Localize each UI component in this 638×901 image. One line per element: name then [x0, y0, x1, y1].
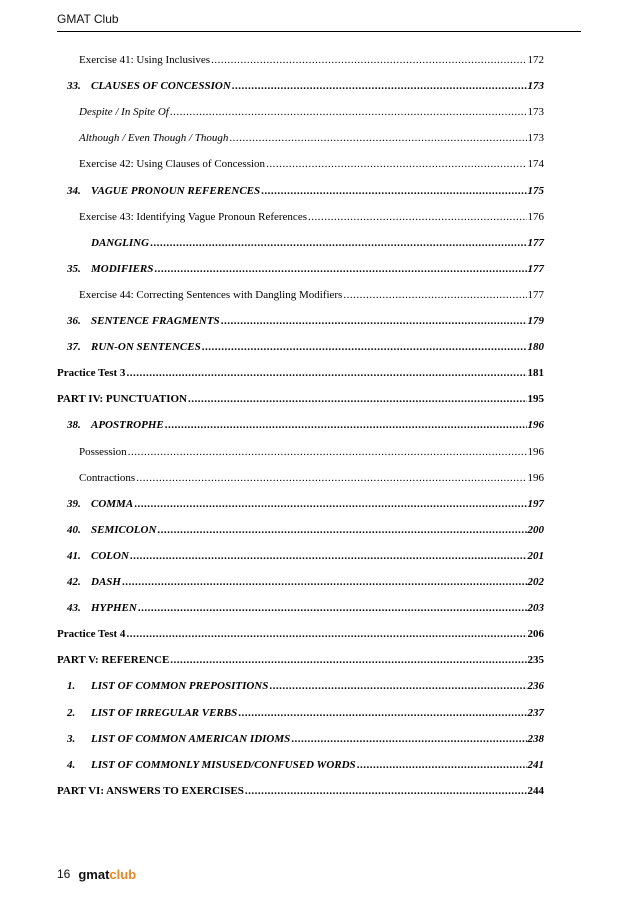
toc-entry[interactable]	[0, 313, 638, 327]
toc-entry-page: 173	[527, 132, 544, 145]
footer	[57, 866, 136, 882]
toc-entry-page: 196	[527, 419, 544, 432]
toc-entry[interactable]	[0, 209, 638, 223]
toc-leader-dots	[165, 419, 527, 431]
toc-entry-page: 177	[527, 262, 544, 275]
toc-leader-dots	[343, 289, 526, 301]
toc-entry-page: 241	[527, 758, 544, 771]
toc-entry[interactable]	[0, 652, 638, 666]
toc-entry-page: 173	[527, 80, 544, 93]
toc-entry-number: 33.	[67, 80, 81, 93]
toc-entry-number: 1.	[67, 680, 76, 693]
toc-entry-label: Exercise 41: Using Inclusives	[79, 54, 211, 66]
toc-leader-dots	[154, 263, 526, 275]
toc-entry[interactable]	[0, 78, 638, 92]
toc-entry-label: PART IV: PUNCTUATION	[57, 393, 187, 406]
toc-entry[interactable]	[0, 574, 638, 588]
toc-leader-dots	[269, 680, 526, 692]
toc-entry[interactable]	[0, 130, 638, 144]
toc-leader-dots	[221, 315, 527, 327]
toc-leader-dots	[138, 602, 527, 614]
toc-leader-dots	[136, 472, 526, 484]
toc-entry-label: Exercise 42: Using Clauses of Concession	[79, 158, 266, 171]
toc-entry[interactable]	[0, 287, 638, 301]
toc-entry[interactable]	[0, 444, 638, 458]
toc-entry[interactable]	[0, 235, 638, 249]
toc-entry[interactable]	[0, 626, 638, 640]
toc-entry-page: 176	[527, 210, 544, 223]
toc-entry[interactable]	[0, 783, 638, 797]
toc-entry[interactable]	[0, 678, 638, 692]
toc-leader-dots	[211, 54, 526, 66]
toc-leader-dots	[128, 446, 527, 458]
toc-entry-label: Practice Test 3	[57, 367, 126, 380]
toc-entry-number: 41.	[67, 549, 81, 562]
toc-entry[interactable]	[0, 104, 638, 118]
toc-entry-label: Practice Test 4	[57, 628, 126, 641]
toc-entry-page: 181	[527, 367, 544, 380]
toc-leader-dots	[308, 211, 527, 223]
toc-entry-label: COMMA	[91, 497, 134, 510]
toc-leader-dots	[357, 759, 527, 771]
toc-entry-number: 38.	[67, 419, 81, 432]
toc-entry-page: 236	[527, 680, 544, 693]
toc-entry[interactable]	[0, 52, 638, 66]
toc-entry-number: 37.	[67, 341, 81, 354]
logo-text-club: club	[109, 866, 137, 882]
toc-entry-label: PART V: REFERENCE	[57, 654, 170, 667]
toc-entry[interactable]	[0, 261, 638, 275]
toc-leader-dots	[188, 393, 527, 405]
page-number: 16	[57, 867, 71, 881]
toc-leader-dots	[238, 707, 526, 719]
toc-entry-page: 180	[527, 341, 544, 354]
toc-entry[interactable]	[0, 339, 638, 353]
toc-entry-page: 237	[527, 706, 544, 719]
toc-entry[interactable]	[0, 522, 638, 536]
toc-entry-page: 203	[527, 602, 544, 615]
toc-leader-dots	[170, 654, 526, 666]
toc-entry-label: Despite / In Spite Of	[79, 106, 169, 119]
toc-entry-label: CLAUSES OF CONCESSION	[91, 80, 231, 93]
toc-entry-label: LIST OF IRREGULAR VERBS	[91, 706, 238, 719]
toc-entry-number: 34.	[67, 184, 81, 197]
toc-entry-page: 177	[527, 288, 544, 301]
toc-entry-page: 206	[527, 628, 544, 641]
toc-entry[interactable]	[0, 496, 638, 510]
toc-entry-number: 35.	[67, 262, 81, 275]
toc-entry-page: 201	[527, 549, 544, 562]
toc-entry[interactable]	[0, 731, 638, 745]
toc-entry-page: 202	[527, 576, 544, 588]
toc-entry-page: 179	[527, 315, 544, 327]
toc-entry-number: 2.	[67, 706, 76, 719]
toc-leader-dots	[202, 341, 527, 353]
toc-entry-label: LIST OF COMMON PREPOSITIONS	[91, 680, 269, 693]
toc-leader-dots	[229, 132, 526, 144]
toc-entry-number: 40.	[67, 523, 81, 536]
toc-entry-number: 43.	[67, 602, 81, 615]
toc-entry-label: SENTENCE FRAGMENTS	[91, 315, 220, 327]
toc-leader-dots	[150, 237, 526, 249]
toc-leader-dots	[157, 524, 526, 536]
toc-entry[interactable]	[0, 417, 638, 431]
toc-entry-number: 42.	[67, 576, 81, 588]
toc-leader-dots	[126, 367, 526, 379]
toc-entry[interactable]	[0, 548, 638, 562]
toc-entry-label: Although / Even Though / Though	[79, 132, 229, 145]
toc-leader-dots	[245, 785, 527, 797]
toc-entry[interactable]	[0, 705, 638, 719]
toc-entry-page: 238	[527, 732, 544, 745]
toc-entry[interactable]	[0, 600, 638, 614]
toc-entry-page: 197	[527, 497, 544, 510]
toc-entry[interactable]	[0, 156, 638, 170]
toc-entry-label: DANGLING	[91, 236, 150, 249]
toc-entry-page: 195	[527, 393, 544, 406]
toc-entry-page: 172	[527, 54, 544, 66]
toc-leader-dots	[170, 106, 527, 118]
toc-leader-dots	[122, 576, 527, 588]
toc-leader-dots	[232, 80, 527, 92]
toc-entry[interactable]	[0, 757, 638, 771]
toc-entry-label: Possession	[79, 445, 127, 458]
header-rule	[57, 31, 581, 32]
toc-entry-label: PART VI: ANSWERS TO EXERCISES	[57, 784, 244, 797]
toc-entry-label: VAGUE PRONOUN REFERENCES	[91, 184, 261, 197]
toc-leader-dots	[291, 733, 526, 745]
toc-entry-page: 200	[527, 523, 544, 536]
toc-entry-page: 196	[527, 445, 544, 458]
toc-entry[interactable]	[0, 391, 638, 405]
toc-entry-label: HYPHEN	[91, 602, 137, 615]
toc-entry-label: RUN-ON SENTENCES	[91, 341, 201, 354]
toc-entry-number: 36.	[67, 315, 81, 327]
toc-leader-dots	[126, 628, 526, 640]
toc-entry[interactable]	[0, 365, 638, 379]
toc-entry-label: APOSTROPHE	[91, 419, 164, 432]
toc-entry-label: LIST OF COMMON AMERICAN IDIOMS	[91, 732, 291, 745]
toc-entry-label: COLON	[91, 549, 129, 562]
toc-entry-page: 174	[527, 158, 544, 171]
toc-entry-page: 244	[527, 784, 544, 797]
toc-leader-dots	[261, 185, 526, 197]
toc-entry-page: 175	[527, 184, 544, 197]
toc-entry-label: Contractions	[79, 471, 136, 484]
logo-text-gmat: gmat	[78, 866, 110, 882]
toc-leader-dots	[134, 498, 526, 510]
toc-leader-dots	[266, 158, 526, 170]
toc-entry[interactable]	[0, 470, 638, 484]
toc-entry-label: Exercise 43: Identifying Vague Pronoun References	[79, 210, 307, 223]
toc-entry-page: 173	[527, 106, 544, 119]
toc-entry-page: 196	[527, 471, 544, 484]
toc-entry-number: 39.	[67, 497, 81, 510]
toc-entry-page: 177	[527, 236, 544, 249]
toc-entry-label: Exercise 44: Correcting Sentences with Dangling Modifiers	[79, 288, 343, 301]
toc-entry-number: 4.	[67, 758, 76, 771]
toc-entry-page: 235	[527, 654, 544, 667]
header-title: GMAT Club	[57, 12, 119, 26]
toc-entry-label: MODIFIERS	[91, 262, 154, 275]
toc-entry-number: 3.	[67, 732, 76, 745]
toc-entry[interactable]	[0, 183, 638, 197]
toc-leader-dots	[130, 550, 527, 562]
toc-entry-label: LIST OF COMMONLY MISUSED/CONFUSED WORDS	[91, 758, 356, 771]
toc-entry-label: DASH	[91, 576, 121, 588]
toc-entry-label: SEMICOLON	[91, 523, 157, 536]
